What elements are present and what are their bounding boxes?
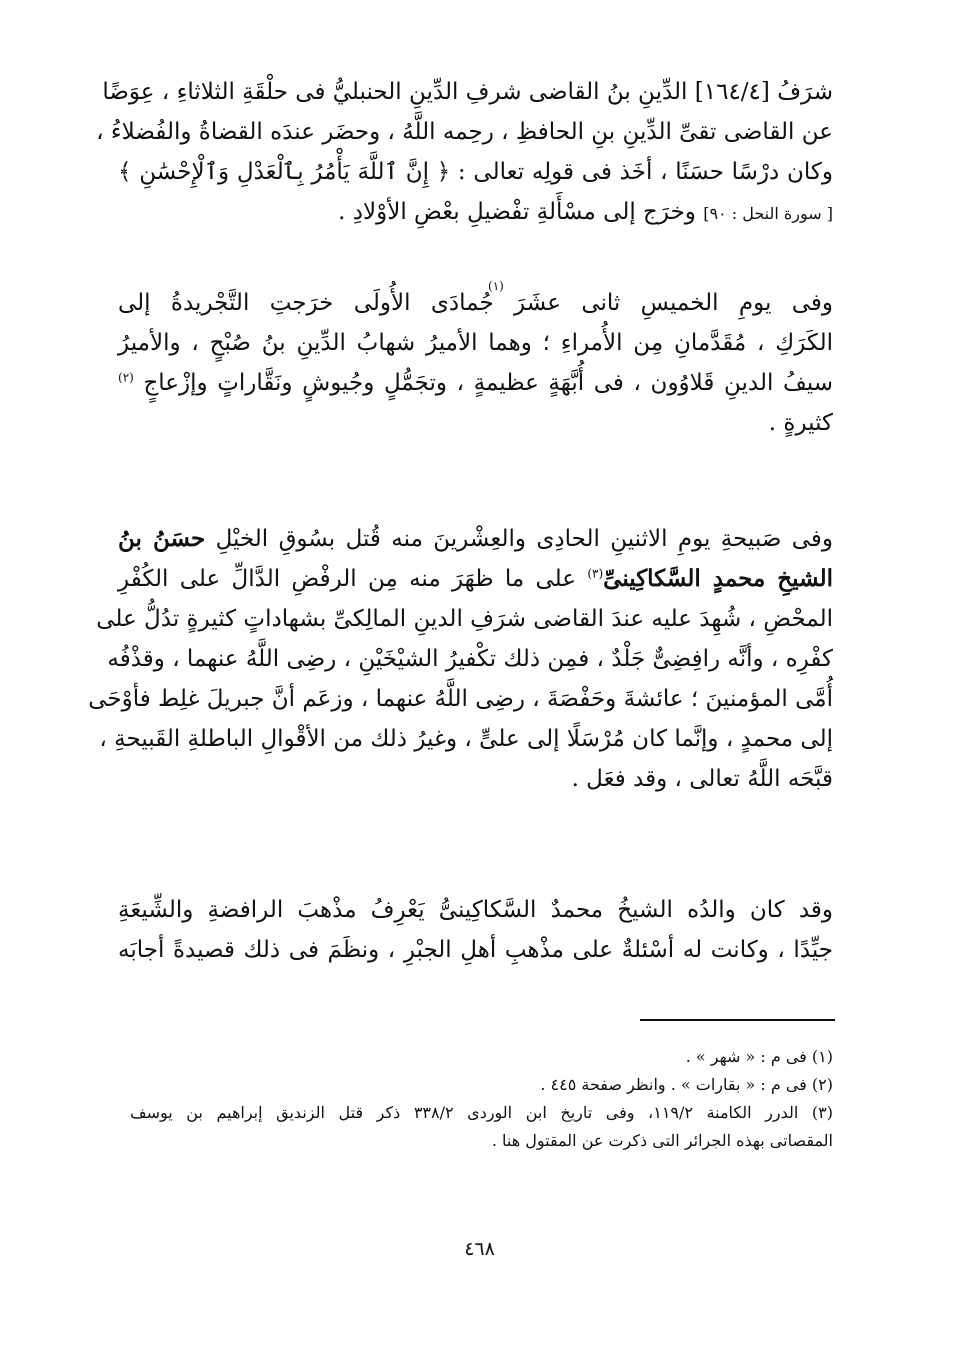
text-line: قبَّحَه اللَّهُ تعالى ، وقد فعَل .	[571, 766, 833, 792]
text-line: عن القاضى تقىِّ الدِّينِ بنِ الحافظِ ، رحِمه اللَّهُ ، وحضَر عندَه القضاةُ والفُضلاءُ ،	[96, 119, 833, 145]
text-segment: سيفُ الدينِ قَلاوُون ، فى أُبَّهَةٍ عظيمةٍ ، وتجَمُّلٍ وجُيوشٍ ونَقَّاراتٍ وإزْعاجٍ	[143, 370, 833, 396]
text-segment: وفى صَبيحةِ يومِ الاثنينِ الحادِى والعِشْرينَ منه قُتل بسُوقِ الخيْلِ	[215, 526, 833, 552]
text-segment: وفى يومِ الخميسِ ثانى عشَرَ جُمادَى الأُولَى خرَجتِ التَّجْريدةُ إلى	[118, 290, 833, 316]
text-line: وقد كان والدُه الشيخُ محمدٌ السَّكاكِينىُّ يَعْرِفُ مذْهبَ الرافضةِ والشِّيعَةِ	[118, 897, 833, 923]
paragraph-3	[88, 519, 834, 799]
text-line-with-citation	[118, 192, 833, 234]
footnote-marker: (٣)	[587, 566, 604, 581]
text-line-with-name	[118, 559, 833, 599]
page-number: ٤٦٨	[464, 1238, 495, 1260]
text-line: أُمَّى المؤمنينَ ؛ عائشةَ وحَفْصَةَ ، رضِى اللَّهُ عنهما ، وزعَم أنَّ جبريلَ غلِط فأوْحَى	[88, 686, 833, 712]
text-line-with-footnote	[118, 283, 833, 323]
text-segment: وخرَج إلى مسْأَلةِ تفْضيلِ بعْضِ الأوْلادِ .	[338, 199, 696, 225]
text-line-with-footnote	[118, 363, 833, 403]
quran-citation: [ سورة النحل : ٩٠]	[703, 204, 833, 223]
text-line: كثيرةٍ .	[768, 410, 833, 436]
text-line: المحْضِ ، شُهِدَ عليه عندَ القاضى شرَفِ الدينِ المالِكىِّ بشهاداتٍ كثيرةٍ تدُلُّ على	[96, 606, 833, 632]
text-segment: على ما ظهَرَ منه مِن الرفْضِ الدَّالِّ على الكُفْرِ	[118, 566, 577, 592]
text-line: شرَفُ [١٦٤/٤] الدِّينِ بنُ القاضى شرفِ الدِّينِ الحنبليُّ فى حلْقَةِ الثلاثاءِ ، عِوَضًا	[102, 79, 833, 105]
bold-name: حسَنُ بنُ	[118, 525, 206, 552]
text-line: جيِّدًا ، وكانت له أسْئلةٌ على مذْهبِ أهلِ الجبْرِ ، ونظَمَ فى ذلك قصيدةً أجابَه	[118, 937, 833, 963]
text-line: كفْرِه ، وأنَّه رافِضِىٌّ جَلْدٌ ، فمِن ذلك تكْفيرُ الشيْخَيْنِ ، رضِى اللَّهُ عنهما ، وقذْفُه	[107, 646, 833, 672]
paragraph-1	[96, 72, 833, 234]
footnote-3: (٣) الدرر الكامنة ١١٩/٢، وفى تاريخ ابن الوردى ٣٣٨/٢ ذكر قتل الزنديق إبراهيم بن يوسف	[130, 1103, 833, 1122]
paragraph-2	[118, 283, 833, 443]
text-line: إلى محمدٍ ، وإنَّما كان مُرْسَلًا إلى علىٍّ ، وغيرُ ذلك من الأقْوالِ الباطلةِ القَبيحةِ ،	[99, 726, 833, 752]
footnote-marker: (٢)	[118, 370, 134, 385]
text-line: وكان درْسًا حسَنًا ، أخَذ فى قولِه تعالى : ﴿ إِنَّ ٱللَّهَ يَأْمُرُ بِٱلْعَدْلِ وَٱلْإِحْسَٰنِ ﴾	[118, 159, 833, 185]
paragraph-4	[118, 890, 833, 970]
footnotes	[130, 1043, 833, 1155]
footnote-separator	[640, 1019, 835, 1021]
bold-name: الشيخِ محمدٍ السَّكاكِينىِّ	[603, 565, 834, 592]
footnote-3-continued: المقصاتى بهذه الجرائر التى ذكرت عن المقتول هنا .	[491, 1131, 833, 1150]
footnote-1: (١) فى م : « شهر » .	[685, 1047, 833, 1066]
footnote-2: (٢) فى م : « بقارات » . وانظر صفحة ٤٤٥ .	[540, 1075, 833, 1094]
text-line: الكَرَكِ ، مُقَدَّمانِ مِن الأُمراءِ ؛ وهما الأميرُ شهابُ الدِّينِ بنُ صُبْحٍ ، والأميرُ	[118, 330, 833, 356]
text-line-with-name	[118, 519, 833, 559]
book-page: شرَفُ [١٦٤/٤] الدِّينِ بنُ القاضى شرفِ الدِّينِ الحنبليُّ فى حلْقَةِ الثلاثاءِ ، عِوَضًا عن القاضى تقىِّ الدِّينِ بنِ الحافظِ ، رحِمه اللَّهُ ، وحضَر عندَه القضاةُ والفُضلاءُ ، وكان درْسًا حسَنًا ، أخَذ فى قولِه تعالى : ﴿ إِنَّ ٱللَّهَ يَأْمُرُ بِٱلْعَدْلِ وَٱلْإِحْسَٰنِ ﴾ [ سورة النحل : ٩٠] وخرَج إلى مسْأَلةِ تفْضيلِ بعْضِ الأوْلادِ . وفى يومِ الخميسِ ثانى عشَرَ جُمادَى الأُولَى خرَجتِ التَّجْريدةُ إلى الكَرَكِ ، مُقَدَّمانِ مِن الأُمراءِ ؛ وهما الأميرُ شهابُ الدِّينِ بنُ صُبْحٍ ، والأميرُ سيفُ الدينِ قَلاوُون ، فى أُبَّهَةٍ عظيمةٍ ، وتجَمُّلٍ وجُيوشٍ ونَقَّاراتٍ وإزْعاجٍ $^{(٢)}$ كثيرةٍ . وفى صَبيحةِ يومِ الاثنينِ الحادِى والعِشْرينَ منه قُتل بسُوقِ الخيْلِ حسَنُ بنُ الشيخِ محمدٍ السَّكاكِينىِّ$^{(٣)}$ على ما ظهَرَ منه مِن الرفْضِ الدَّالِّ على الكُفْرِ المحْضِ ، شُهِدَ عليه عندَ القاضى شرَفِ الدينِ المالِكىِّ بشهاداتٍ كثيرةٍ تدُلُّ على كفْرِه ، وأنَّه رافِضِىٌّ جَلْدٌ ، فمِن ذلك تكْفيرُ الشيْخَيْنِ ، رضِى اللَّهُ عنهما ، وقذْفُه أُمَّى المؤمنينَ ؛ عائشةَ وحَفْصَةَ ، رضِى اللَّهُ عنهما ، وزعَم أنَّ جبريلَ غلِط فأوْحَى إلى محمدٍ ، وإنَّما كان مُرْسَلًا إلى علىٍّ ، وغيرُ ذلك من الأقْوالِ الباطلةِ القَبيحةِ ، قبَّحَه اللَّهُ تعالى ، وقد فعَل . وقد كان والدُه الشيخُ محمدٌ السَّكاكِينىُّ يَعْرِفُ مذْهبَ الرافضةِ والشِّيعَةِ جيِّدًا ، وكانت له أسْئلةٌ على مذْهبِ أهلِ الجبْرِ ، ونظَمَ فى ذلك قصيدةً أجابَه (١) فى م : « شهر » . (٢) فى م : « بقارات » . وانظر صفحة ٤٤٥ . (٣) الدرر الكامنة ١١٩/٢، وفى تاريخ ابن الوردى ٣٣٨/٢ ذكر قتل الزنديق إبراهيم بن يوسف المقصاتى بهذه الجرائر التى ذكرت عن المقتول هنا . ٤٦٨ (١)	[0, 0, 959, 1350]
